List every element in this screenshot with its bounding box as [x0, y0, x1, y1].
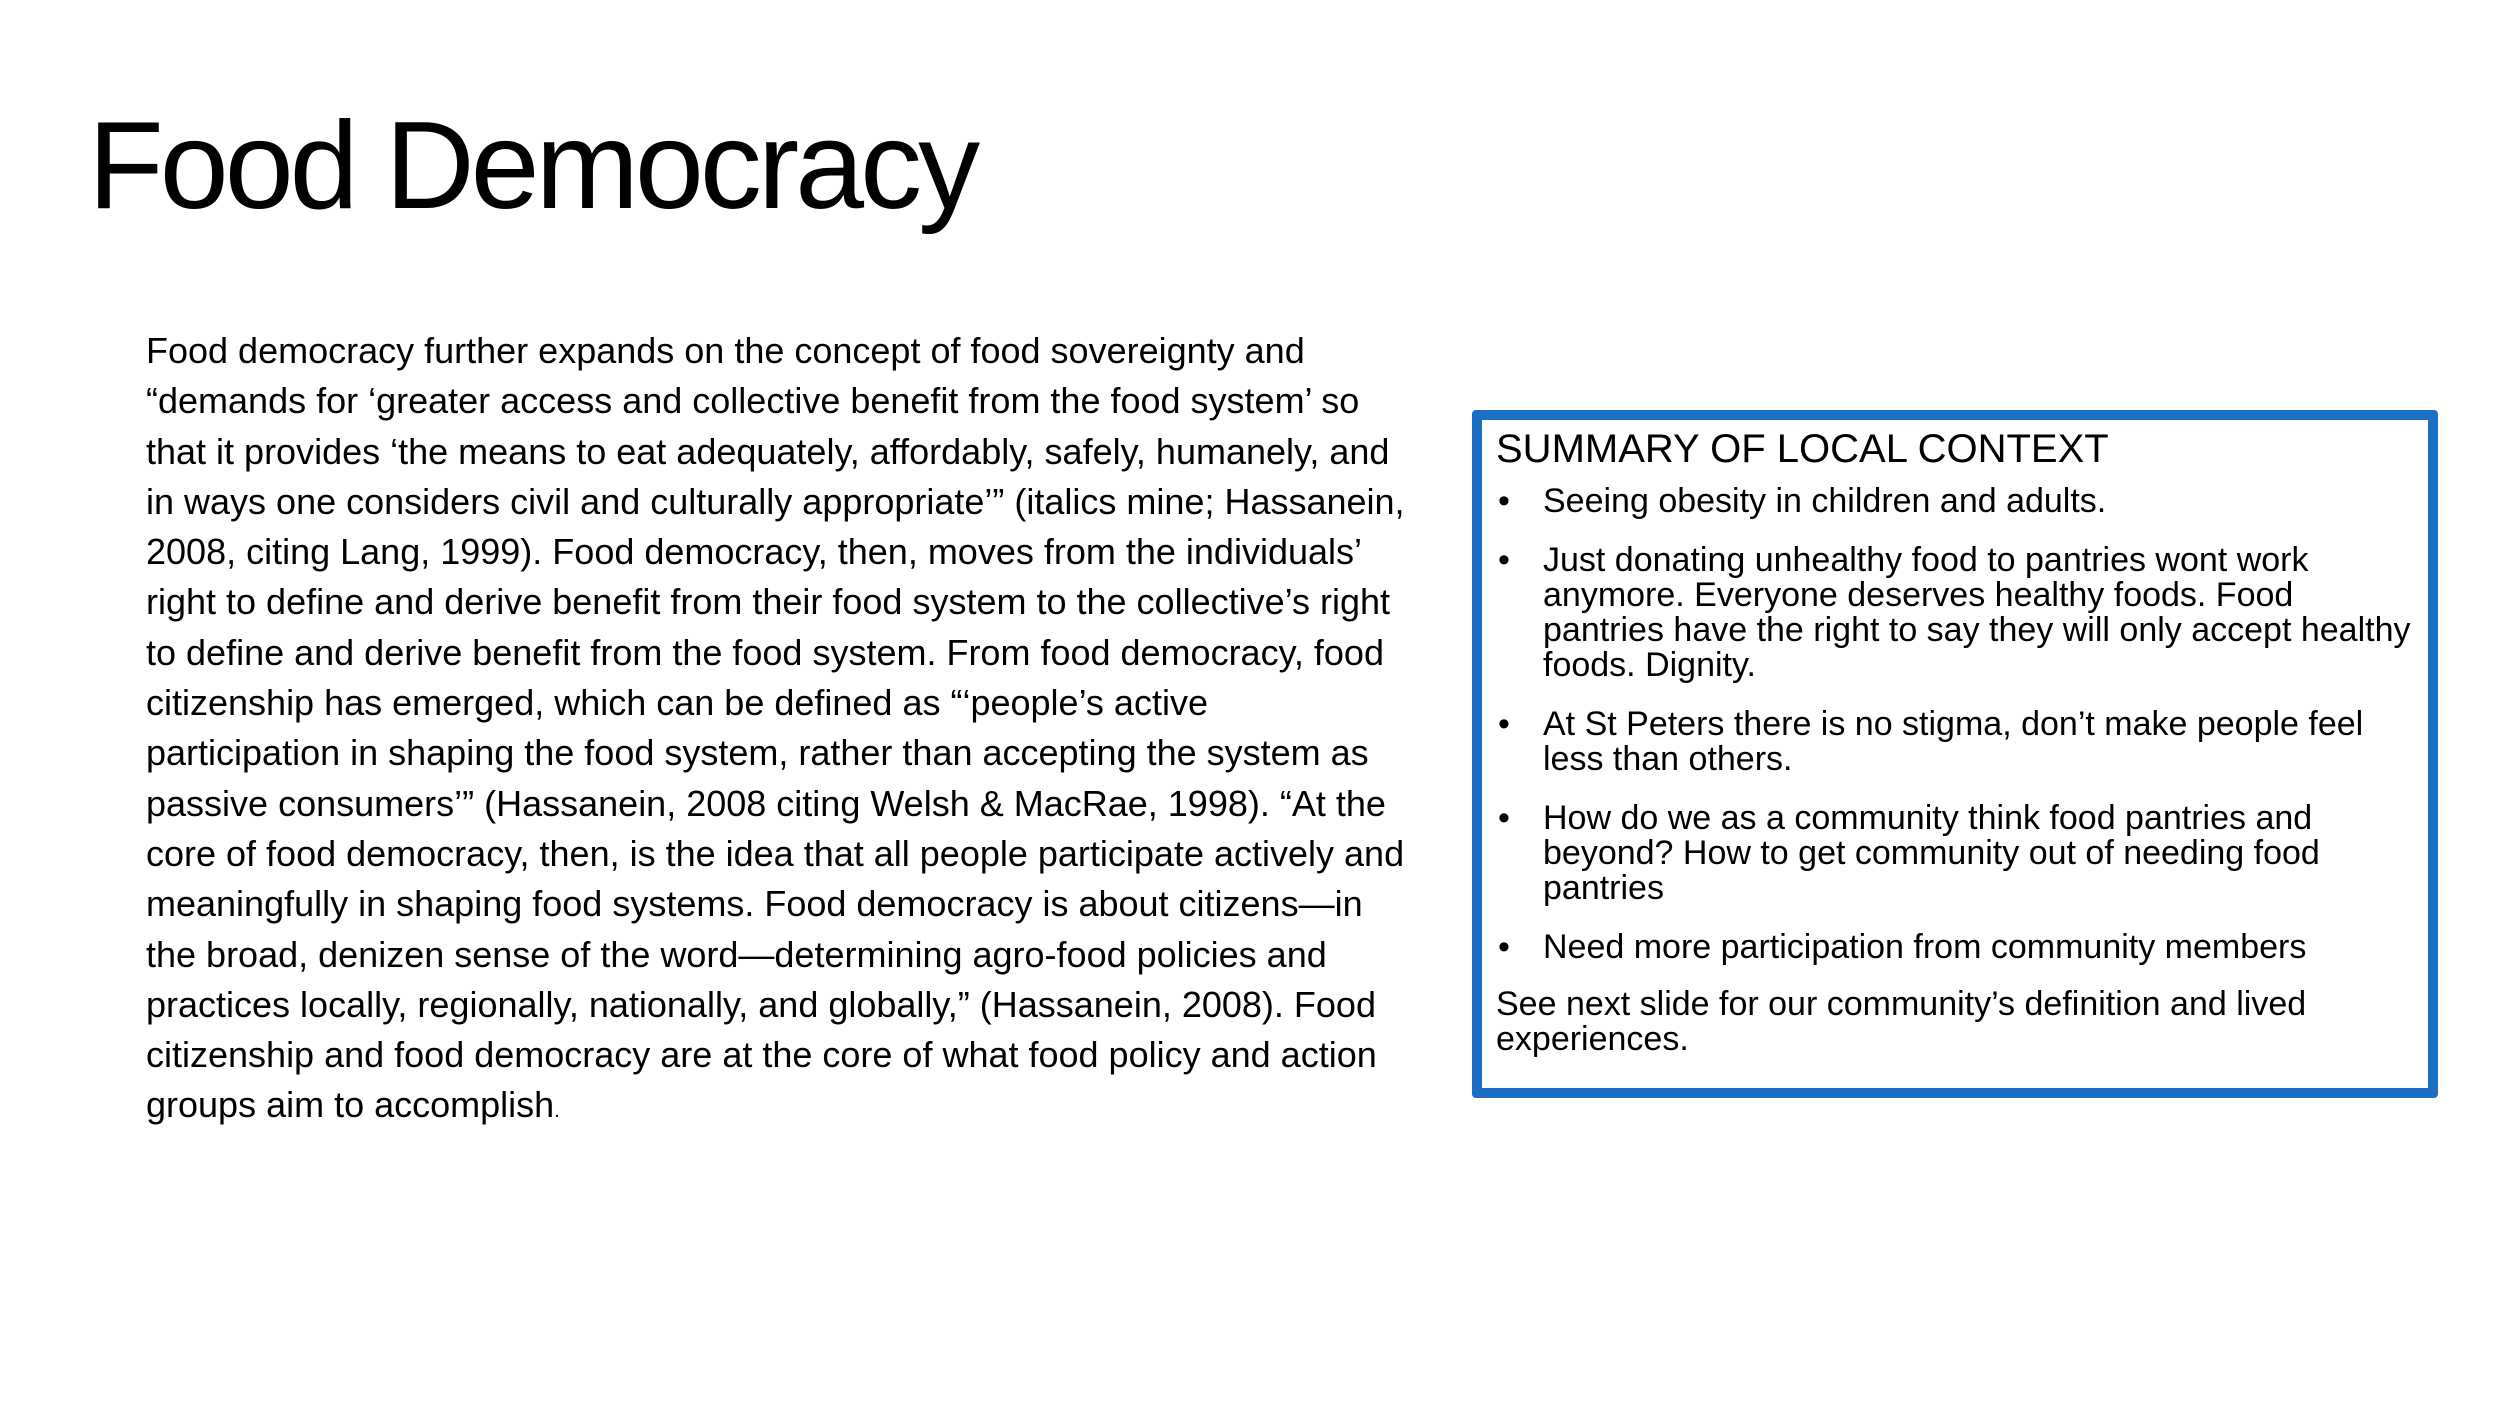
bullet-icon: • — [1498, 705, 1510, 743]
list-item — [1496, 707, 2416, 777]
body-paragraph — [146, 326, 1408, 1137]
list-item — [1496, 801, 2416, 906]
list-item-text: Just donating unhealthy food to pantries wont work anymore. Everyone deserves healthy foods. Food pantries have the right to say they will only accept healthy foods. Dignity. — [1543, 541, 2411, 684]
list-item — [1496, 930, 2416, 965]
summary-box — [1472, 410, 2438, 1098]
list-item — [1496, 543, 2416, 683]
list-item-text: Seeing obesity in children and adults. — [1543, 482, 2107, 520]
bullet-icon: • — [1498, 799, 1510, 837]
list-item — [1496, 484, 2416, 519]
summary-heading: SUMMARY OF LOCAL CONTEXT — [1496, 427, 2109, 471]
list-item-text: Need more participation from community members — [1543, 928, 2307, 966]
slide-title: Food Democracy — [88, 97, 977, 235]
list-item-text: At St Peters there is no stigma, don’t make people feel less than others. — [1543, 705, 2364, 778]
list-item-text: How do we as a community think food pantries and beyond? How to get community out of needing food pantries — [1543, 799, 2320, 907]
bullet-icon: • — [1498, 482, 1510, 520]
summary-footer: See next slide for our community’s definition and lived experiences. — [1496, 985, 2307, 1058]
body-paragraph-text: Food democracy further expands on the concept of food sovereignty and “demands for ‘greater access and collective benefit from the food system’ so that it provides ‘the means to eat adequately, affordably, safely, humanely, and in ways one considers civil and culturally appropriate’” (italics mine; Hassanein, 2008, citing Lang, 1999). Food democracy, then, moves from the individuals’ right to define and derive benefit from their food system to the collective’s right to define and derive benefit from the food system. From food democracy, food citizenship has emerged, which can be defined as “‘people’s active participation in shaping the food system, rather than accepting the system as passive consumers’” (Hassanein, 2008 citing Welsh & MacRae, 1998). “At the core of food democracy, then, is the idea that all people participate actively and meaningfully in shaping food systems. Food democracy is about citizens—in the broad, denizen sense of the word—determining agro-food policies and practices locally, regionally, nationally, and globally,” (Hassanein, 2008). Food citizenship and food democracy are at the core of what food policy and action groups aim to accomplish — [146, 330, 1405, 1126]
summary-list — [1496, 484, 2416, 965]
bullet-icon: • — [1498, 928, 1510, 966]
bullet-icon: • — [1498, 541, 1510, 579]
body-paragraph-tail: . — [554, 1100, 560, 1123]
